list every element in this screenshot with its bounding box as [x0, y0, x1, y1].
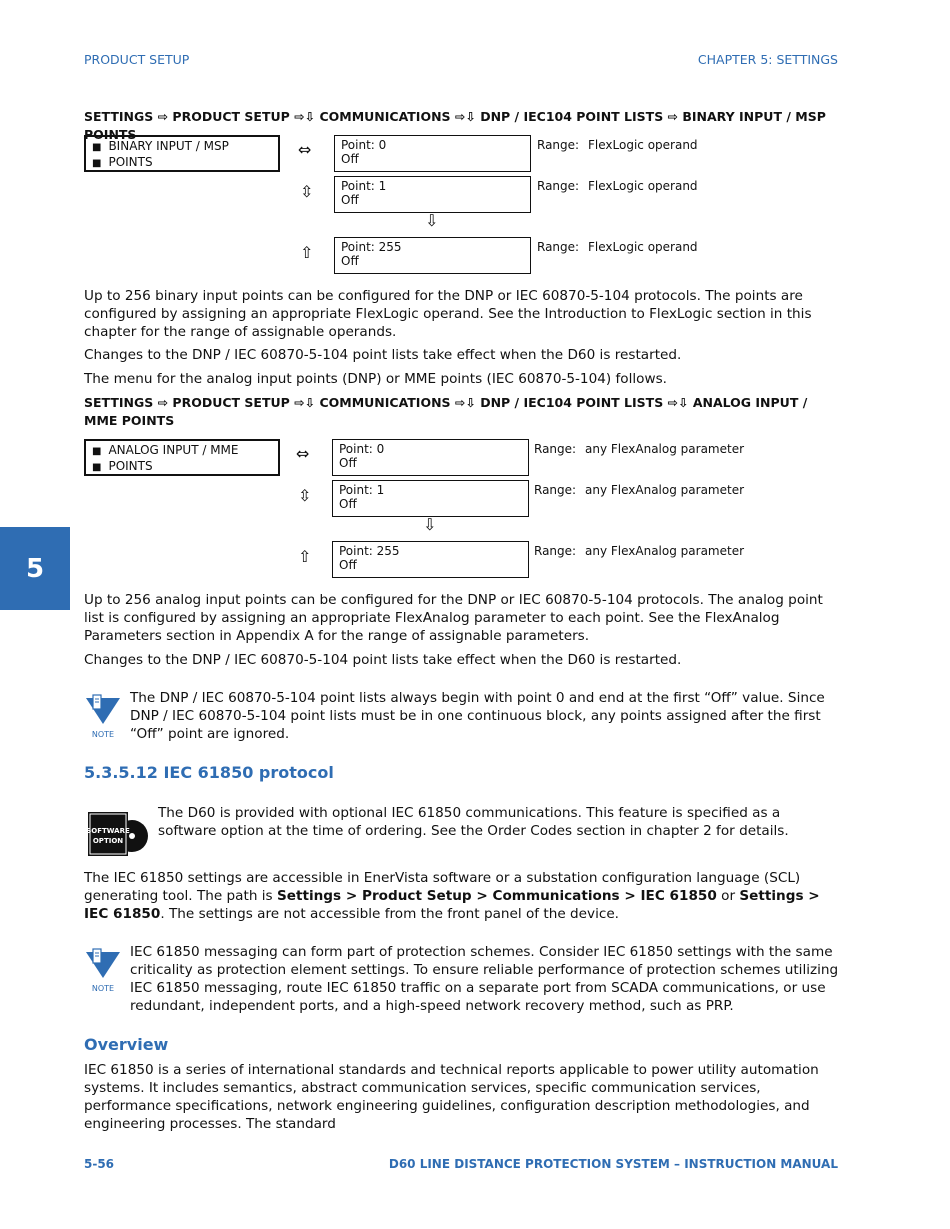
down-arrow-icon: ⇩: [423, 515, 437, 534]
footer-manual-title: D60 LINE DISTANCE PROTECTION SYSTEM – INSTRUCTION MANUAL: [388, 1157, 838, 1171]
software-label-1: SOFTWARE: [86, 827, 130, 835]
note-messaging: IEC 61850 messaging can form part of protection schemes. Consider IEC 61850 settings with the same criticality as protection element settings. To ensure reliable performance of protection schemes utilizing IEC 61850 messaging, route IEC 61850 traffic on a separate port from SCADA communications, or use redundant, independent ports, and a high-speed network recovery method, such as PRP.: [130, 944, 839, 1014]
software-option-text: The D60 is provided with optional IEC 61850 communications. This feature is specified as a software option at the time of ordering. See the Order Codes section in chapter 2 for details.: [158, 805, 789, 839]
text-part: or: [716, 888, 740, 904]
point-box-1[interactable]: [334, 176, 531, 213]
range-value: any FlexAnalog parameter: [585, 483, 745, 497]
point-value: Off: [339, 558, 357, 572]
point-value: Off: [339, 456, 357, 470]
range-value: any FlexAnalog parameter: [585, 544, 745, 558]
point-label: Point: 0: [341, 138, 387, 152]
software-option-icon: [84, 806, 150, 858]
header-left: PRODUCT SETUP: [84, 52, 190, 67]
up-arrow-icon: ⇧: [300, 243, 314, 262]
point-value: Off: [341, 254, 359, 268]
paragraph-binary-points: Up to 256 binary input points can be configured for the DNP or IEC 60870-5-104 protocols. The points are configured by assigning an appropriate FlexLogic operand. See the Introduction to FlexLogic section in this chapter for the range of assignable operands.: [84, 288, 812, 340]
range-label: Range:: [534, 442, 577, 456]
menu-line-1: ■ BINARY INPUT / MSP: [92, 139, 272, 155]
point-value: Off: [339, 497, 357, 511]
note-icon: [84, 694, 122, 738]
text-part: The IEC 61850 settings are accessible in EnerVista software or a substation configuration language (SCL) generating tool. The path is: [84, 870, 801, 904]
range-label: Range:: [537, 240, 580, 254]
settings-path-analog: SETTINGS ⇨ PRODUCT SETUP ⇨⇩ COMMUNICATIONS ⇨⇩ DNP / IEC104 POINT LISTS ⇨⇩ ANALOG INPUT / MME POINTS: [84, 395, 808, 428]
up-arrow-icon: ⇧: [298, 547, 312, 566]
paragraph-overview: IEC 61850 is a series of international standards and technical reports applicable to power utility automation systems. It includes semantics, abstract communication services, specific communication services, performance specifications, network engineering guidelines, configuration description methodologies, and engineering processes. The standard: [84, 1062, 819, 1132]
range-0: [537, 138, 698, 152]
down-arrow-icon: ⇩: [425, 211, 439, 230]
point-value: Off: [341, 193, 359, 207]
paragraph-settings-path: [84, 869, 842, 923]
range-label: Range:: [534, 483, 577, 497]
point-box-0[interactable]: [332, 439, 529, 476]
note-label: NOTE: [91, 730, 115, 739]
note-icon: [84, 948, 122, 992]
point-label: Point: 1: [341, 179, 387, 193]
text-part: . The settings are not accessible from the front panel of the device.: [160, 906, 620, 922]
range-255: [537, 240, 698, 254]
footer-page-number: 5-56: [84, 1157, 115, 1171]
range-value: any FlexAnalog parameter: [585, 442, 745, 456]
section-heading-iec61850: 5.3.5.12 IEC 61850 protocol: [84, 763, 334, 782]
paragraph-analog-points: Up to 256 analog input points can be configured for the DNP or IEC 60870-5-104 protocols. The analog point list is configured by assigning an appropriate FlexAnalog parameter to each point. See the FlexAnalog Parameters section in Appendix A for the range of assignable parameters.: [84, 592, 823, 644]
point-box-0[interactable]: [334, 135, 531, 172]
menu-binary-input[interactable]: [84, 135, 280, 172]
point-label: Point: 255: [341, 240, 402, 254]
point-label: Point: 1: [339, 483, 385, 497]
point-box-255[interactable]: [332, 541, 529, 578]
menu-analog-input[interactable]: [84, 439, 280, 476]
range-0: [534, 442, 744, 456]
point-label: Point: 0: [339, 442, 385, 456]
point-box-1[interactable]: [332, 480, 529, 517]
range-1: [537, 179, 698, 193]
header-right: CHAPTER 5: SETTINGS: [697, 52, 838, 67]
chapter-tab: 5: [0, 527, 70, 610]
updown-arrow-icon: ⇳: [300, 182, 314, 201]
software-label-2: OPTION: [92, 837, 124, 845]
range-label: Range:: [537, 138, 580, 152]
range-label: Range:: [534, 544, 577, 558]
path-settings-iec61850: Settings > IEC 61850: [84, 888, 820, 922]
updown-arrow-icon: ⇳: [298, 486, 312, 505]
range-255: [534, 544, 744, 558]
range-value: FlexLogic operand: [588, 240, 698, 254]
paragraph-analog-menu-intro: The menu for the analog input points (DNP) or MME points (IEC 60870-5-104) follows.: [84, 371, 667, 387]
range-label: Range:: [537, 179, 580, 193]
point-label: Point: 255: [339, 544, 400, 558]
menu-line-2: ■ POINTS: [92, 459, 272, 475]
range-value: FlexLogic operand: [588, 138, 698, 152]
paragraph-restart-1: Changes to the DNP / IEC 60870-5-104 point lists take effect when the D60 is restarted.: [84, 347, 682, 363]
menu-line-2: ■ POINTS: [92, 155, 272, 171]
both-arrow-icon: ⇔: [298, 140, 312, 159]
point-box-255[interactable]: [334, 237, 531, 274]
range-value: FlexLogic operand: [588, 179, 698, 193]
section-heading-overview: Overview: [84, 1035, 169, 1054]
note-point-lists: The DNP / IEC 60870-5-104 point lists always begin with point 0 and end at the first “Off” value. Since DNP / IEC 60870-5-104 point lists must be in one continuous block, any points assigned after the first “Off” point are ignored.: [130, 690, 825, 742]
point-value: Off: [341, 152, 359, 166]
settings-path-binary: SETTINGS ⇨ PRODUCT SETUP ⇨⇩ COMMUNICATIONS ⇨⇩ DNP / IEC104 POINT LISTS ⇨ BINARY INPUT / MSP POINTS: [84, 109, 826, 142]
both-arrow-icon: ⇔: [296, 444, 310, 463]
note-label: NOTE: [91, 984, 115, 993]
paragraph-restart-2: Changes to the DNP / IEC 60870-5-104 point lists take effect when the D60 is restarted.: [84, 652, 682, 668]
menu-line-1: ■ ANALOG INPUT / MME: [92, 443, 272, 459]
path-settings-communications: Settings > Product Setup > Communications > IEC 61850: [276, 888, 717, 904]
range-1: [534, 483, 744, 497]
